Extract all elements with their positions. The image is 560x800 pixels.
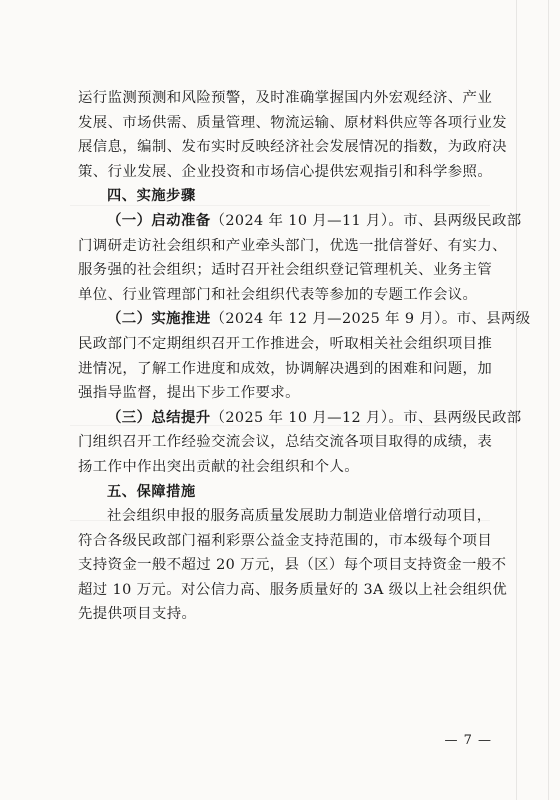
text-line: [78, 209, 522, 234]
step-period: （2024 年 12 月—2025 年 9 月）。市、县两级: [210, 311, 531, 328]
text-line: 服务强的社会组织；适时召开社会组织登记管理机关、业务主管: [78, 262, 493, 279]
text-line: 门组织召开工作经验交流会议，总结交流各项目取得的成绩，表: [78, 434, 493, 451]
paragraph-step-1: [78, 209, 522, 307]
section-heading-safeguards: 五、保障措施: [107, 483, 196, 500]
text-line: 社会组织申报的服务高质量发展助力制造业倍增行动项目，: [107, 508, 492, 525]
document-body: [78, 86, 531, 627]
text-line: 发展、市场供需、质量管理、物流运输、原材料供应等各项行业发: [78, 114, 507, 131]
text-line: 运行监测预测和风险预警，及时准确掌握国内外宏观经济、产业: [78, 90, 493, 106]
page-number: — 7 —: [444, 733, 492, 748]
text-line: 策、行业发展、企业投资和市场信心提供宏观指引和科学参照。: [78, 163, 493, 180]
text-line: 门调研走访社会组织和产业牵头部门，优选一批信誉好、有实力、: [78, 237, 507, 254]
text-line: [78, 406, 522, 431]
text-line: 扬工作中作出突出贡献的社会组织和个人。: [78, 458, 360, 475]
step-label: （二）实施推进: [107, 311, 211, 328]
paragraph-monitoring: [78, 86, 507, 184]
text-line: 进情况，了解工作进度和成效，协调解决遇到的困难和问题，加: [78, 360, 493, 377]
step-period: （2024 年 10 月—11 月）。市、县两级民政部: [210, 212, 522, 229]
step-label: （三）总结提升: [107, 409, 211, 426]
scan-edge-line: [516, 0, 517, 800]
text-line: 展信息，编制、发布实时反映经济社会发展情况的指数，为政府决: [78, 139, 507, 156]
text-line: 民政部门不定期组织召开工作推进会，听取相关社会组织项目推: [78, 335, 493, 352]
text-line: 支持资金一般不超过 20 万元，县（区）每个项目支持资金一般不: [78, 557, 507, 574]
text-line: 符合各级民政部门福利彩票公益金支持范围的，市本级每个项目: [78, 532, 493, 549]
paragraph-safeguards: [78, 504, 508, 627]
text-line: 单位、行业管理部门和社会组织代表等参加的专题工作会议。: [78, 286, 478, 303]
scan-edge-line: [548, 0, 549, 800]
text-line: 超过 10 万元。对公信力高、服务质量好的 3A 级以上社会组织优: [78, 581, 508, 598]
step-period: （2025 年 10 月—12 月）。市、县两级民政部: [210, 409, 522, 426]
paragraph-step-2: [78, 307, 531, 405]
text-line: 先提供项目支持。: [78, 606, 197, 623]
text-line: [78, 307, 531, 332]
text-line: 强指导监督，提出下步工作要求。: [78, 385, 300, 402]
section-heading-implementation-steps: 四、实施步骤: [107, 188, 196, 205]
step-label: （一）启动准备: [107, 212, 211, 229]
paragraph-step-3: [78, 406, 522, 480]
